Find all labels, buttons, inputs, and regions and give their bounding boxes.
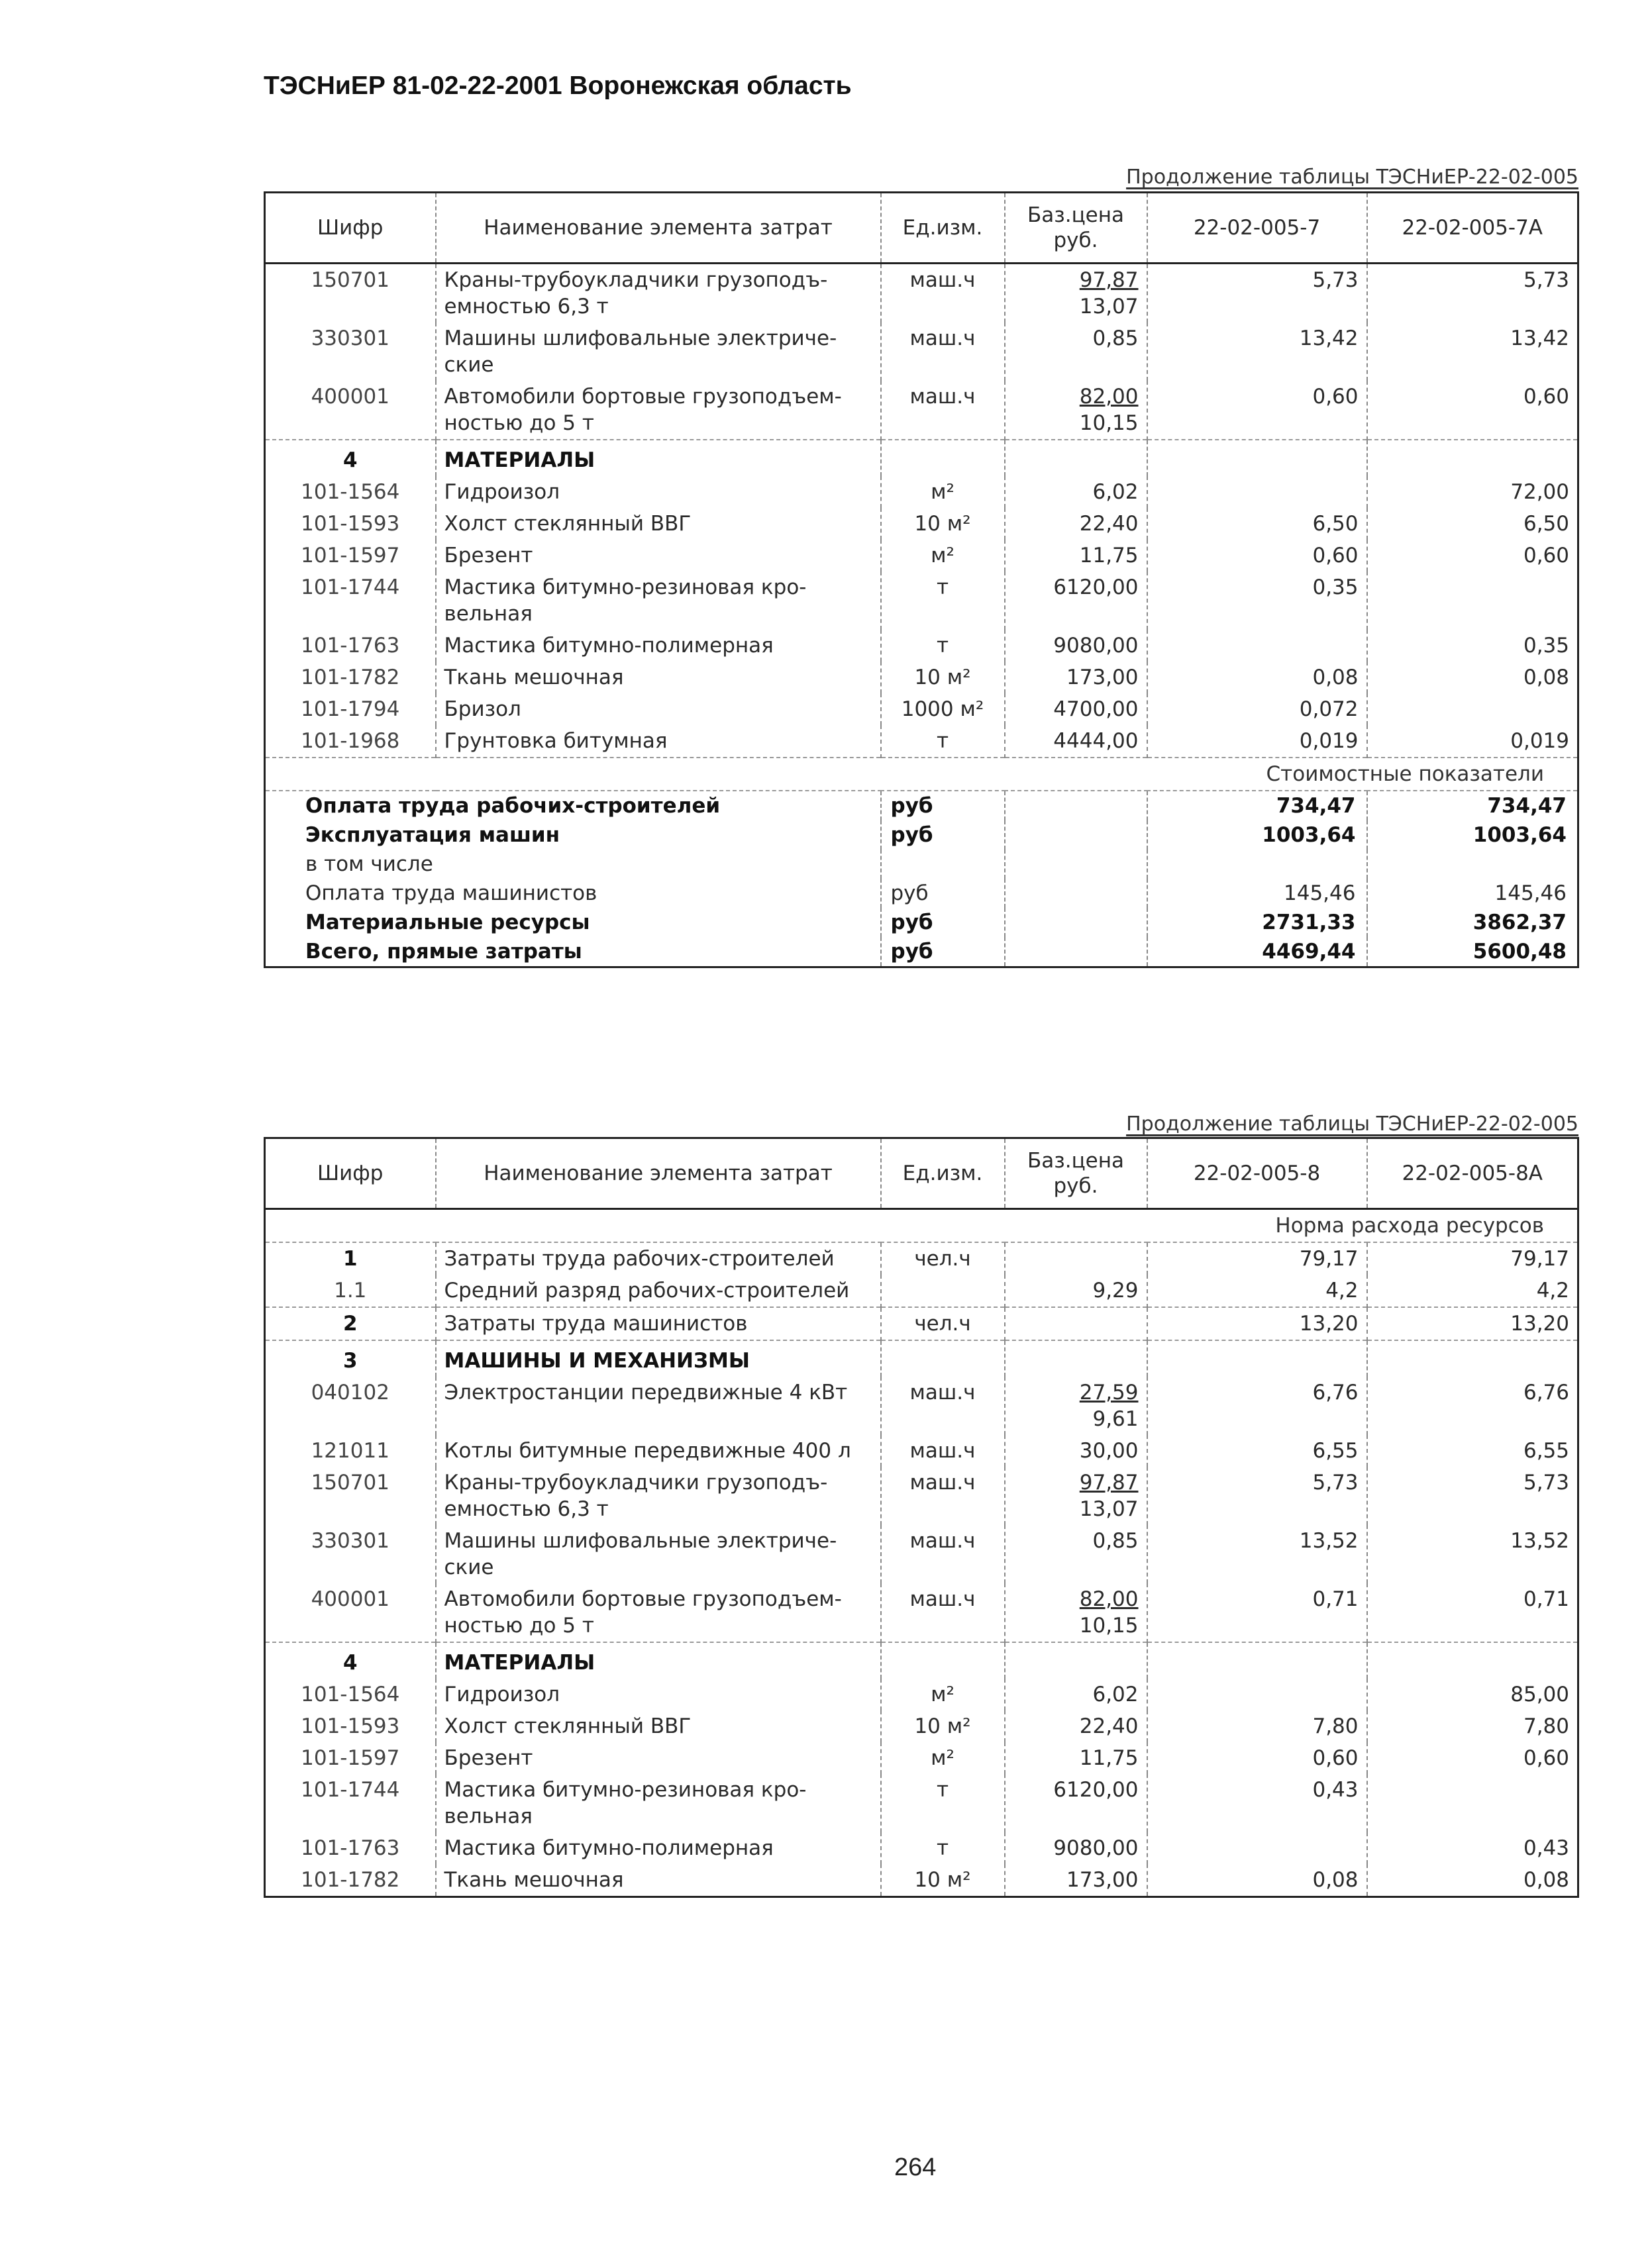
norm-value-b bbox=[1367, 571, 1578, 630]
resource-name: Затраты труда рабочих-строителей bbox=[436, 1242, 881, 1275]
resource-code: 2 bbox=[265, 1307, 436, 1340]
norm-value-a: 0,072 bbox=[1147, 693, 1367, 725]
resource-name: Брезент bbox=[436, 1742, 881, 1774]
norm-value-a: 79,17 bbox=[1147, 1242, 1367, 1275]
table-row bbox=[265, 540, 1578, 571]
norm-value-b: 13,20 bbox=[1367, 1307, 1578, 1340]
price-wage-value: 10,15 bbox=[1079, 411, 1139, 435]
column-header-price: Баз.цена руб. bbox=[1005, 193, 1147, 264]
resource-base-price bbox=[1005, 508, 1147, 540]
norm-value-a: 0,60 bbox=[1147, 540, 1367, 571]
resource-code: 040102 bbox=[265, 1377, 436, 1435]
norm-value-b: 6,50 bbox=[1367, 508, 1578, 540]
cost-value-b: 734,47 bbox=[1367, 791, 1578, 820]
resource-code: 1 bbox=[265, 1242, 436, 1275]
price-value: 6,02 bbox=[1092, 1683, 1139, 1706]
resource-base-price bbox=[1005, 1710, 1147, 1742]
norm-value-a: 5,73 bbox=[1147, 1467, 1367, 1525]
resource-name: Холст стеклянный ВВГ bbox=[436, 508, 881, 540]
resource-unit: маш.ч bbox=[881, 381, 1005, 440]
resource-unit: маш.ч bbox=[881, 1583, 1005, 1642]
empty-cell bbox=[1005, 908, 1147, 937]
cost-value-a: 1003,64 bbox=[1147, 820, 1367, 850]
price-wage-value: 13,07 bbox=[1079, 1497, 1139, 1521]
empty-cell bbox=[1005, 791, 1147, 820]
price-wage-value: 9,61 bbox=[1092, 1407, 1139, 1431]
price-value: 9080,00 bbox=[1053, 1836, 1139, 1860]
cost-label: Оплата труда рабочих-строителей bbox=[265, 791, 881, 820]
table-row bbox=[265, 571, 1578, 630]
resource-unit: чел.ч bbox=[881, 1307, 1005, 1340]
table-row bbox=[265, 1710, 1578, 1742]
column-header-unit: Ед.изм. bbox=[881, 1138, 1005, 1209]
resource-code: 101-1744 bbox=[265, 1774, 436, 1832]
table-row bbox=[265, 662, 1578, 693]
table-row bbox=[265, 693, 1578, 725]
resource-base-price bbox=[1005, 1435, 1147, 1467]
norm-value-a: 5,73 bbox=[1147, 264, 1367, 323]
resource-unit: маш.ч bbox=[881, 1467, 1005, 1525]
band-label: Стоимостные показатели bbox=[265, 758, 1578, 791]
resource-unit: маш.ч bbox=[881, 322, 1005, 381]
price-value: 11,75 bbox=[1079, 1746, 1139, 1770]
table-caption: Продолжение таблицы ТЭСНиЕР-22-02-005 bbox=[1126, 166, 1578, 189]
norm-value-b: 0,60 bbox=[1367, 540, 1578, 571]
resource-code: 330301 bbox=[265, 1525, 436, 1583]
table-row bbox=[265, 476, 1578, 508]
column-header-norm-b: 22-02-005-8А bbox=[1367, 1138, 1578, 1209]
cost-value-a: 734,47 bbox=[1147, 791, 1367, 820]
empty-cell bbox=[1367, 1642, 1578, 1679]
norm-value-b: 0,43 bbox=[1367, 1832, 1578, 1864]
column-header-norm-a: 22-02-005-7 bbox=[1147, 193, 1367, 264]
price-value: 173,00 bbox=[1066, 1868, 1139, 1892]
resource-code: 101-1782 bbox=[265, 662, 436, 693]
resource-code: 121011 bbox=[265, 1435, 436, 1467]
norm-value-b: 4,2 bbox=[1367, 1275, 1578, 1307]
norm-value-a bbox=[1147, 476, 1367, 508]
norm-value-a: 13,52 bbox=[1147, 1525, 1367, 1583]
resource-unit: м² bbox=[881, 1679, 1005, 1710]
table-row bbox=[265, 1242, 1578, 1275]
resource-base-price: 9,29 bbox=[1005, 1275, 1147, 1307]
empty-cell bbox=[1005, 1642, 1147, 1679]
table-row bbox=[265, 1832, 1578, 1864]
band-row bbox=[265, 758, 1578, 791]
norm-value-b: 0,60 bbox=[1367, 1742, 1578, 1774]
resource-name: Машины шлифовальные электриче-ские bbox=[436, 1525, 881, 1583]
resource-base-price bbox=[1005, 630, 1147, 662]
price-value: 4444,00 bbox=[1053, 729, 1139, 753]
resource-unit: м² bbox=[881, 1742, 1005, 1774]
section-number: 3 bbox=[265, 1340, 436, 1377]
band-row bbox=[265, 1209, 1578, 1243]
resource-base-price bbox=[1005, 571, 1147, 630]
resource-base-price bbox=[1005, 1377, 1147, 1435]
price-value: 11,75 bbox=[1079, 544, 1139, 567]
norm-value-b: 0,71 bbox=[1367, 1583, 1578, 1642]
norm-value-a bbox=[1147, 1832, 1367, 1864]
price-value: 0,85 bbox=[1092, 1529, 1139, 1553]
norm-value-a: 0,60 bbox=[1147, 381, 1367, 440]
resource-name: Бризол bbox=[436, 693, 881, 725]
resource-name: Ткань мешочная bbox=[436, 1864, 881, 1897]
table-row bbox=[265, 1275, 1578, 1307]
norm-value-b: 0,08 bbox=[1367, 1864, 1578, 1897]
norm-value-b: 6,76 bbox=[1367, 1377, 1578, 1435]
resource-unit: 1000 м² bbox=[881, 693, 1005, 725]
resource-base-price bbox=[1005, 693, 1147, 725]
cost-row bbox=[265, 937, 1578, 967]
empty-cell bbox=[1005, 850, 1147, 879]
resource-base-price bbox=[1005, 1774, 1147, 1832]
table-row bbox=[265, 381, 1578, 440]
resource-unit: маш.ч bbox=[881, 264, 1005, 323]
price-value: 4700,00 bbox=[1053, 697, 1139, 721]
table-row bbox=[265, 508, 1578, 540]
section-number: 4 bbox=[265, 440, 436, 476]
table-row bbox=[265, 1774, 1578, 1832]
cost-row bbox=[265, 850, 1578, 879]
empty-cell bbox=[1147, 1642, 1367, 1679]
column-header-name: Наименование элемента затрат bbox=[436, 1138, 881, 1209]
resource-unit: чел.ч bbox=[881, 1242, 1005, 1275]
table-row bbox=[265, 1525, 1578, 1583]
price-value: 82,00 bbox=[1079, 385, 1139, 409]
norm-value-b: 0,35 bbox=[1367, 630, 1578, 662]
table-caption: Продолжение таблицы ТЭСНиЕР-22-02-005 bbox=[1126, 1112, 1578, 1136]
norm-value-a: 0,08 bbox=[1147, 662, 1367, 693]
section-heading-row bbox=[265, 1307, 1578, 1340]
norm-value-b: 79,17 bbox=[1367, 1242, 1578, 1275]
resource-name: Краны-трубоукладчики грузоподъ-емностью 6,3 т bbox=[436, 264, 881, 323]
cost-unit: руб bbox=[881, 908, 1005, 937]
column-header-code: Шифр bbox=[265, 1138, 436, 1209]
norm-value-b: 5,73 bbox=[1367, 264, 1578, 323]
resource-base-price bbox=[1005, 476, 1147, 508]
price-value: 22,40 bbox=[1079, 1714, 1139, 1738]
norm-value-a: 0,71 bbox=[1147, 1583, 1367, 1642]
empty-cell bbox=[1005, 440, 1147, 476]
resource-name: Мастика битумно-полимерная bbox=[436, 1832, 881, 1864]
empty-cell bbox=[1005, 937, 1147, 967]
cost-row bbox=[265, 879, 1578, 908]
table-row bbox=[265, 1435, 1578, 1467]
resource-unit: маш.ч bbox=[881, 1435, 1005, 1467]
empty-cell bbox=[1005, 1340, 1147, 1377]
resource-unit: т bbox=[881, 725, 1005, 758]
price-value: 173,00 bbox=[1066, 666, 1139, 689]
norm-value-a bbox=[1147, 1679, 1367, 1710]
norm-value-b: 0,60 bbox=[1367, 381, 1578, 440]
table-header-row bbox=[265, 1138, 1578, 1209]
resource-unit: т bbox=[881, 630, 1005, 662]
norm-value-b bbox=[1367, 1774, 1578, 1832]
cost-value-a bbox=[1147, 850, 1367, 879]
table-row bbox=[265, 1583, 1578, 1642]
resource-code: 400001 bbox=[265, 1583, 436, 1642]
resource-code: 101-1597 bbox=[265, 1742, 436, 1774]
resource-name: Ткань мешочная bbox=[436, 662, 881, 693]
column-header-norm-b: 22-02-005-7А bbox=[1367, 193, 1578, 264]
section-title: МАШИНЫ И МЕХАНИЗМЫ bbox=[436, 1340, 881, 1377]
price-value: 6120,00 bbox=[1053, 1778, 1139, 1802]
table-row bbox=[265, 1377, 1578, 1435]
norm-value-a: 0,60 bbox=[1147, 1742, 1367, 1774]
resource-unit: м² bbox=[881, 540, 1005, 571]
column-header-name: Наименование элемента затрат bbox=[436, 193, 881, 264]
norm-value-a: 13,42 bbox=[1147, 322, 1367, 381]
cost-value-b: 145,46 bbox=[1367, 879, 1578, 908]
resource-code: 101-1593 bbox=[265, 508, 436, 540]
resource-name: Затраты труда машинистов bbox=[436, 1307, 881, 1340]
resource-code: 101-1782 bbox=[265, 1864, 436, 1897]
table-row bbox=[265, 264, 1578, 323]
cost-value-b: 3862,37 bbox=[1367, 908, 1578, 937]
price-value: 30,00 bbox=[1079, 1439, 1139, 1463]
resource-base-price bbox=[1005, 1307, 1147, 1340]
norm-value-a: 0,08 bbox=[1147, 1864, 1367, 1897]
norm-value-b: 0,019 bbox=[1367, 725, 1578, 758]
page-number: 264 bbox=[894, 2153, 937, 2181]
column-header-norm-a: 22-02-005-8 bbox=[1147, 1138, 1367, 1209]
price-value: 82,00 bbox=[1079, 1587, 1139, 1611]
column-header-price: Баз.цена руб. bbox=[1005, 1138, 1147, 1209]
empty-cell bbox=[1147, 1340, 1367, 1377]
resource-name: Краны-трубоукладчики грузоподъ-емностью 6,3 т bbox=[436, 1467, 881, 1525]
resource-code: 101-1763 bbox=[265, 1832, 436, 1864]
cost-value-b: 1003,64 bbox=[1367, 820, 1578, 850]
section-heading-row bbox=[265, 1340, 1578, 1377]
norm-value-b bbox=[1367, 693, 1578, 725]
price-value: 0,85 bbox=[1092, 326, 1139, 350]
resource-unit: т bbox=[881, 571, 1005, 630]
cost-unit bbox=[881, 850, 1005, 879]
cost-value-a: 2731,33 bbox=[1147, 908, 1367, 937]
resource-code: 101-1763 bbox=[265, 630, 436, 662]
column-header-unit: Ед.изм. bbox=[881, 193, 1005, 264]
band-label: Норма расхода ресурсов bbox=[265, 1209, 1578, 1243]
table-row bbox=[265, 1467, 1578, 1525]
resource-name: Мастика битумно-полимерная bbox=[436, 630, 881, 662]
resource-base-price bbox=[1005, 1242, 1147, 1275]
norm-value-a: 6,76 bbox=[1147, 1377, 1367, 1435]
empty-cell bbox=[1367, 440, 1578, 476]
norm-value-a: 6,50 bbox=[1147, 508, 1367, 540]
resource-unit: маш.ч bbox=[881, 1525, 1005, 1583]
resource-base-price bbox=[1005, 322, 1147, 381]
norm-value-a: 0,35 bbox=[1147, 571, 1367, 630]
cost-value-a: 145,46 bbox=[1147, 879, 1367, 908]
resource-code: 150701 bbox=[265, 264, 436, 323]
cost-row bbox=[265, 908, 1578, 937]
resource-unit: м² bbox=[881, 476, 1005, 508]
norm-value-a: 4,2 bbox=[1147, 1275, 1367, 1307]
section-number: 4 bbox=[265, 1642, 436, 1679]
norm-value-a: 6,55 bbox=[1147, 1435, 1367, 1467]
resource-name: Автомобили бортовые грузоподъем-ностью до 5 т bbox=[436, 381, 881, 440]
resource-code: 150701 bbox=[265, 1467, 436, 1525]
table-header-row bbox=[265, 193, 1578, 264]
resource-code: 101-1744 bbox=[265, 571, 436, 630]
resource-base-price bbox=[1005, 1583, 1147, 1642]
price-value: 97,87 bbox=[1079, 1471, 1139, 1495]
price-value: 6120,00 bbox=[1053, 575, 1139, 599]
norm-value-b: 72,00 bbox=[1367, 476, 1578, 508]
cost-label: Материальные ресурсы bbox=[265, 908, 881, 937]
resource-base-price bbox=[1005, 1467, 1147, 1525]
norm-value-a: 7,80 bbox=[1147, 1710, 1367, 1742]
resource-name: Электростанции передвижные 4 кВт bbox=[436, 1377, 881, 1435]
table-row bbox=[265, 322, 1578, 381]
resource-unit: 10 м² bbox=[881, 1864, 1005, 1897]
cost-value-b: 5600,48 bbox=[1367, 937, 1578, 967]
norm-value-b: 7,80 bbox=[1367, 1710, 1578, 1742]
resource-unit: т bbox=[881, 1774, 1005, 1832]
empty-cell bbox=[1005, 879, 1147, 908]
cost-unit: руб bbox=[881, 937, 1005, 967]
resource-name: Мастика битумно-резиновая кро-вельная bbox=[436, 571, 881, 630]
resource-code: 330301 bbox=[265, 322, 436, 381]
norm-value-a: 13,20 bbox=[1147, 1307, 1367, 1340]
table-row bbox=[265, 725, 1578, 758]
resource-name: Гидроизол bbox=[436, 476, 881, 508]
resource-unit bbox=[881, 1275, 1005, 1307]
cost-label: Эксплуатация машин bbox=[265, 820, 881, 850]
price-value: 27,59 bbox=[1079, 1381, 1139, 1405]
price-value: 6,02 bbox=[1092, 480, 1139, 504]
resource-name: Грунтовка битумная bbox=[436, 725, 881, 758]
section-heading-row bbox=[265, 1642, 1578, 1679]
cost-label: Всего, прямые затраты bbox=[265, 937, 881, 967]
resource-base-price bbox=[1005, 264, 1147, 323]
cost-unit: руб bbox=[881, 791, 1005, 820]
section-title: МАТЕРИАЛЫ bbox=[436, 440, 881, 476]
resource-base-price bbox=[1005, 725, 1147, 758]
norm-value-b: 5,73 bbox=[1367, 1467, 1578, 1525]
norm-table-2 bbox=[264, 1137, 1579, 1898]
cost-value-a: 4469,44 bbox=[1147, 937, 1367, 967]
empty-cell bbox=[1367, 1340, 1578, 1377]
norm-table-1 bbox=[264, 191, 1579, 968]
section-heading-row bbox=[265, 440, 1578, 476]
norm-value-b: 85,00 bbox=[1367, 1679, 1578, 1710]
resource-name: Мастика битумно-резиновая кро-вельная bbox=[436, 1774, 881, 1832]
norm-value-a bbox=[1147, 630, 1367, 662]
resource-unit: маш.ч bbox=[881, 1377, 1005, 1435]
document-title: ТЭСНиЕР 81-02-22-2001 Воронежская область bbox=[264, 72, 852, 100]
resource-base-price bbox=[1005, 1864, 1147, 1897]
price-value: 22,40 bbox=[1079, 512, 1139, 536]
resource-unit: т bbox=[881, 1832, 1005, 1864]
resource-code: 101-1593 bbox=[265, 1710, 436, 1742]
resource-code: 101-1597 bbox=[265, 540, 436, 571]
resource-code: 400001 bbox=[265, 381, 436, 440]
resource-name: Холст стеклянный ВВГ bbox=[436, 1710, 881, 1742]
resource-base-price bbox=[1005, 381, 1147, 440]
resource-base-price bbox=[1005, 1525, 1147, 1583]
resource-code: 101-1564 bbox=[265, 476, 436, 508]
resource-base-price bbox=[1005, 662, 1147, 693]
cost-value-b bbox=[1367, 850, 1578, 879]
resource-name: Автомобили бортовые грузоподъем-ностью до 5 т bbox=[436, 1583, 881, 1642]
resource-name: Котлы битумные передвижные 400 л bbox=[436, 1435, 881, 1467]
norm-value-b: 0,08 bbox=[1367, 662, 1578, 693]
resource-base-price bbox=[1005, 540, 1147, 571]
empty-cell bbox=[1005, 820, 1147, 850]
table-row bbox=[265, 1864, 1578, 1897]
resource-base-price bbox=[1005, 1679, 1147, 1710]
resource-name: Машины шлифовальные электриче-ские bbox=[436, 322, 881, 381]
norm-value-b: 6,55 bbox=[1367, 1435, 1578, 1467]
resource-base-price bbox=[1005, 1742, 1147, 1774]
price-value: 97,87 bbox=[1079, 268, 1139, 292]
table-row bbox=[265, 1742, 1578, 1774]
column-header-code: Шифр bbox=[265, 193, 436, 264]
cost-row bbox=[265, 820, 1578, 850]
cost-label: Оплата труда машинистов bbox=[265, 879, 881, 908]
cost-label: в том числе bbox=[265, 850, 881, 879]
norm-value-b: 13,42 bbox=[1367, 322, 1578, 381]
cost-row bbox=[265, 791, 1578, 820]
resource-unit: 10 м² bbox=[881, 662, 1005, 693]
norm-value-a: 0,43 bbox=[1147, 1774, 1367, 1832]
cost-unit: руб bbox=[881, 820, 1005, 850]
resource-code: 101-1564 bbox=[265, 1679, 436, 1710]
resource-name: Гидроизол bbox=[436, 1679, 881, 1710]
resource-code: 101-1968 bbox=[265, 725, 436, 758]
section-title: МАТЕРИАЛЫ bbox=[436, 1642, 881, 1679]
resource-name: Средний разряд рабочих-строителей bbox=[436, 1275, 881, 1307]
price-wage-value: 10,15 bbox=[1079, 1614, 1139, 1638]
cost-unit: руб bbox=[881, 879, 1005, 908]
empty-cell bbox=[1147, 440, 1367, 476]
resource-code: 101-1794 bbox=[265, 693, 436, 725]
table-row bbox=[265, 630, 1578, 662]
empty-cell bbox=[881, 1340, 1005, 1377]
resource-unit: 10 м² bbox=[881, 1710, 1005, 1742]
price-value: 9080,00 bbox=[1053, 634, 1139, 658]
price-wage-value: 13,07 bbox=[1079, 295, 1139, 319]
resource-base-price bbox=[1005, 1832, 1147, 1864]
empty-cell bbox=[881, 1642, 1005, 1679]
norm-value-a: 0,019 bbox=[1147, 725, 1367, 758]
empty-cell bbox=[881, 440, 1005, 476]
table-row bbox=[265, 1679, 1578, 1710]
resource-code: 1.1 bbox=[265, 1275, 436, 1307]
resource-unit: 10 м² bbox=[881, 508, 1005, 540]
norm-value-b: 13,52 bbox=[1367, 1525, 1578, 1583]
resource-name: Брезент bbox=[436, 540, 881, 571]
